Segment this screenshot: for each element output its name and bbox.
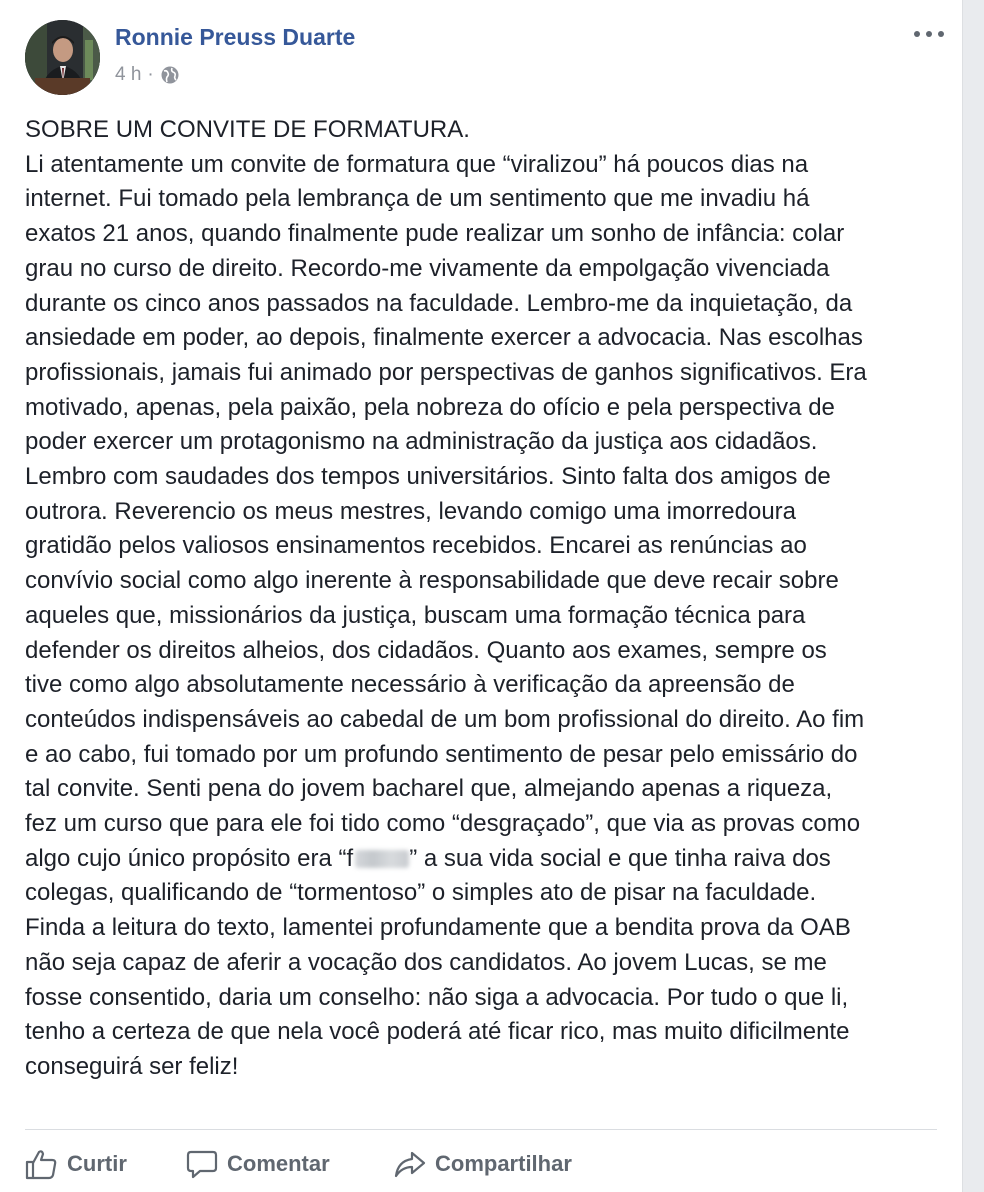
post-text-line: conseguirá ser feliz! [25, 1052, 239, 1080]
post-text-line: conteúdos indispensáveis ao cabedal de um bom profissional do direito. Ao fim [25, 705, 865, 733]
blurred-word [355, 850, 409, 868]
comment-icon [185, 1148, 219, 1180]
post-text-line: aqueles que, missionários da justiça, buscam uma formação técnica para [25, 601, 806, 629]
share-label: Compartilhar [435, 1151, 572, 1176]
post-text-line: profissionais, jamais fui animado por perspectivas de ganhos significativos. Era [25, 358, 867, 386]
post-text-line: e ao cabo, fui tomado por um profundo sentimento de pesar pelo emissário do [25, 740, 858, 768]
post-text-line: Finda a leitura do texto, lamentei profundamente que a bendita prova da OAB [25, 914, 851, 942]
post-meta [115, 64, 180, 86]
comment-label: Comentar [227, 1151, 330, 1176]
post-text-line: motivado, apenas, pela paixão, pela nobreza do ofício e pela perspectiva de [25, 393, 835, 421]
post-text-line: outrora. Reverencio os meus mestres, levando comigo uma imorredoura [25, 497, 797, 525]
post-text-line-censored [25, 842, 945, 877]
post-text-line: fez um curso que para ele foi tido como “desgraçado”, que via as provas como [25, 810, 861, 838]
like-button[interactable] [25, 1148, 127, 1180]
more-options-icon[interactable] [914, 24, 944, 44]
dot [926, 31, 932, 37]
post-text-line: tenho a certeza de que nela você poderá até ficar rico, mas muito dificilmente [25, 1018, 850, 1046]
post-text-line: fosse consentido, daria um conselho: não siga a advocacia. Por tudo o que li, [25, 983, 849, 1011]
censored-line-before: algo cujo único propósito era “f [25, 844, 354, 872]
avatar[interactable] [25, 20, 100, 95]
post-time[interactable]: 4 h [115, 64, 142, 85]
meta-separator: · [147, 64, 154, 85]
post-text-line: grau no curso de direito. Recordo-me vivamente da empolgação vivenciada [25, 254, 830, 282]
post-text-line: poder exercer um protagonismo na administração da justiça aos cidadãos. [25, 428, 818, 456]
post-text-line: exatos 21 anos, quando finalmente pude realizar um sonho de infância: colar [25, 220, 845, 248]
post-text-line: colegas, qualificando de “tormentoso” o simples ato de pisar na faculdade. [25, 879, 817, 907]
post-text-line: durante os cinco anos passados na faculdade. Lembro-me da inquietação, da [25, 289, 853, 317]
actions-divider [25, 1129, 937, 1130]
dot [938, 31, 944, 37]
thumbs-up-icon [25, 1148, 59, 1180]
post-text-line: tal convite. Senti pena do jovem bacharel que, almejando apenas a riqueza, [25, 775, 833, 803]
post-text-line: ansiedade em poder, ao depois, finalmente exercer a advocacia. Nas escolhas [25, 324, 863, 352]
post-text-line: gratidão pelos valiosos ensinamentos recebidos. Encarei as renúncias ao [25, 532, 807, 560]
author-name[interactable]: Ronnie Preuss Duarte [115, 24, 356, 50]
comment-button[interactable] [185, 1148, 330, 1180]
post-text-line: internet. Fui tomado pela lembrança de um sentimento que me invadiu há [25, 185, 810, 213]
avatar-photo [25, 20, 100, 95]
post-text-line: convívio social como algo inerente à responsabilidade que deve recair sobre [25, 567, 839, 595]
share-arrow-icon [393, 1148, 427, 1180]
globe-icon[interactable] [160, 65, 180, 85]
post-text-line: Li atentamente um convite de formatura que “viralizou” há poucos dias na [25, 150, 809, 178]
post-text-line: não seja capaz de aferir a vocação dos candidatos. Ao jovem Lucas, se me [25, 948, 827, 976]
page-background [963, 0, 984, 1192]
post-text-line: defender os direitos alheios, dos cidadãos. Quanto aos exames, sempre os [25, 636, 827, 664]
post-text-line: SOBRE UM CONVITE DE FORMATURA. [25, 116, 470, 143]
like-label: Curtir [67, 1151, 127, 1176]
post-text [25, 113, 945, 1085]
censored-line-after: ” a sua vida social e que tinha raiva dos [409, 844, 831, 872]
post-text-line: tive como algo absolutamente necessário à verificação da apreensão de [25, 671, 795, 699]
dot [914, 31, 920, 37]
post-text-line: Lembro com saudades dos tempos universitários. Sinto falta dos amigos de [25, 463, 831, 491]
share-button[interactable] [393, 1148, 572, 1180]
